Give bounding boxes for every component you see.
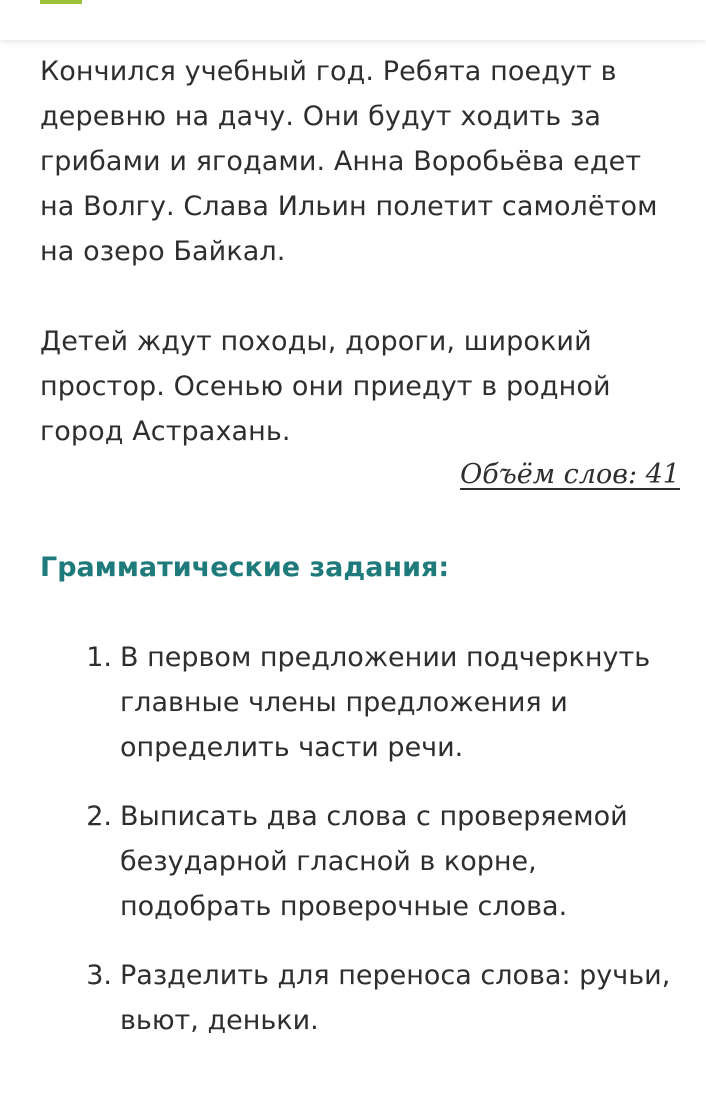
grammar-task [40,794,680,929]
task-text: Разделить для переноса слова: ручьи, вьют, деньки. [120,960,671,1036]
top-accent-mark [40,0,82,4]
grammar-section-title: Грамматические задания: [40,552,450,583]
text-paragraph-2: Детей ждут походы, дороги, широкий простор. Осенью они приедут в родной город Астрахань. [40,326,611,447]
task-number: 3. [86,960,112,991]
task-number: 1. [86,642,112,673]
grammar-task [40,953,680,1043]
task-number: 2. [86,801,112,832]
article-content [40,49,680,1043]
task-text: В первом предложении подчеркнуть главные члены предложения и определить части речи. [120,642,651,763]
text-paragraph-1: Кончился учебный год. Ребята поедут в деревню на дачу. Они будут ходить за грибами и ягодами. Анна Воробьёва едет на Волгу. Слава Ильин полетит самолётом на озеро Байкал. [40,56,658,267]
grammar-task [40,635,680,770]
grammar-task-list [40,635,680,1043]
top-bar [0,0,706,40]
word-count-note: Объём слов: 41 [460,459,680,490]
task-text: Выписать два слова с проверяемой безударной гласной в корне, подобрать проверочные слова. [120,801,628,922]
